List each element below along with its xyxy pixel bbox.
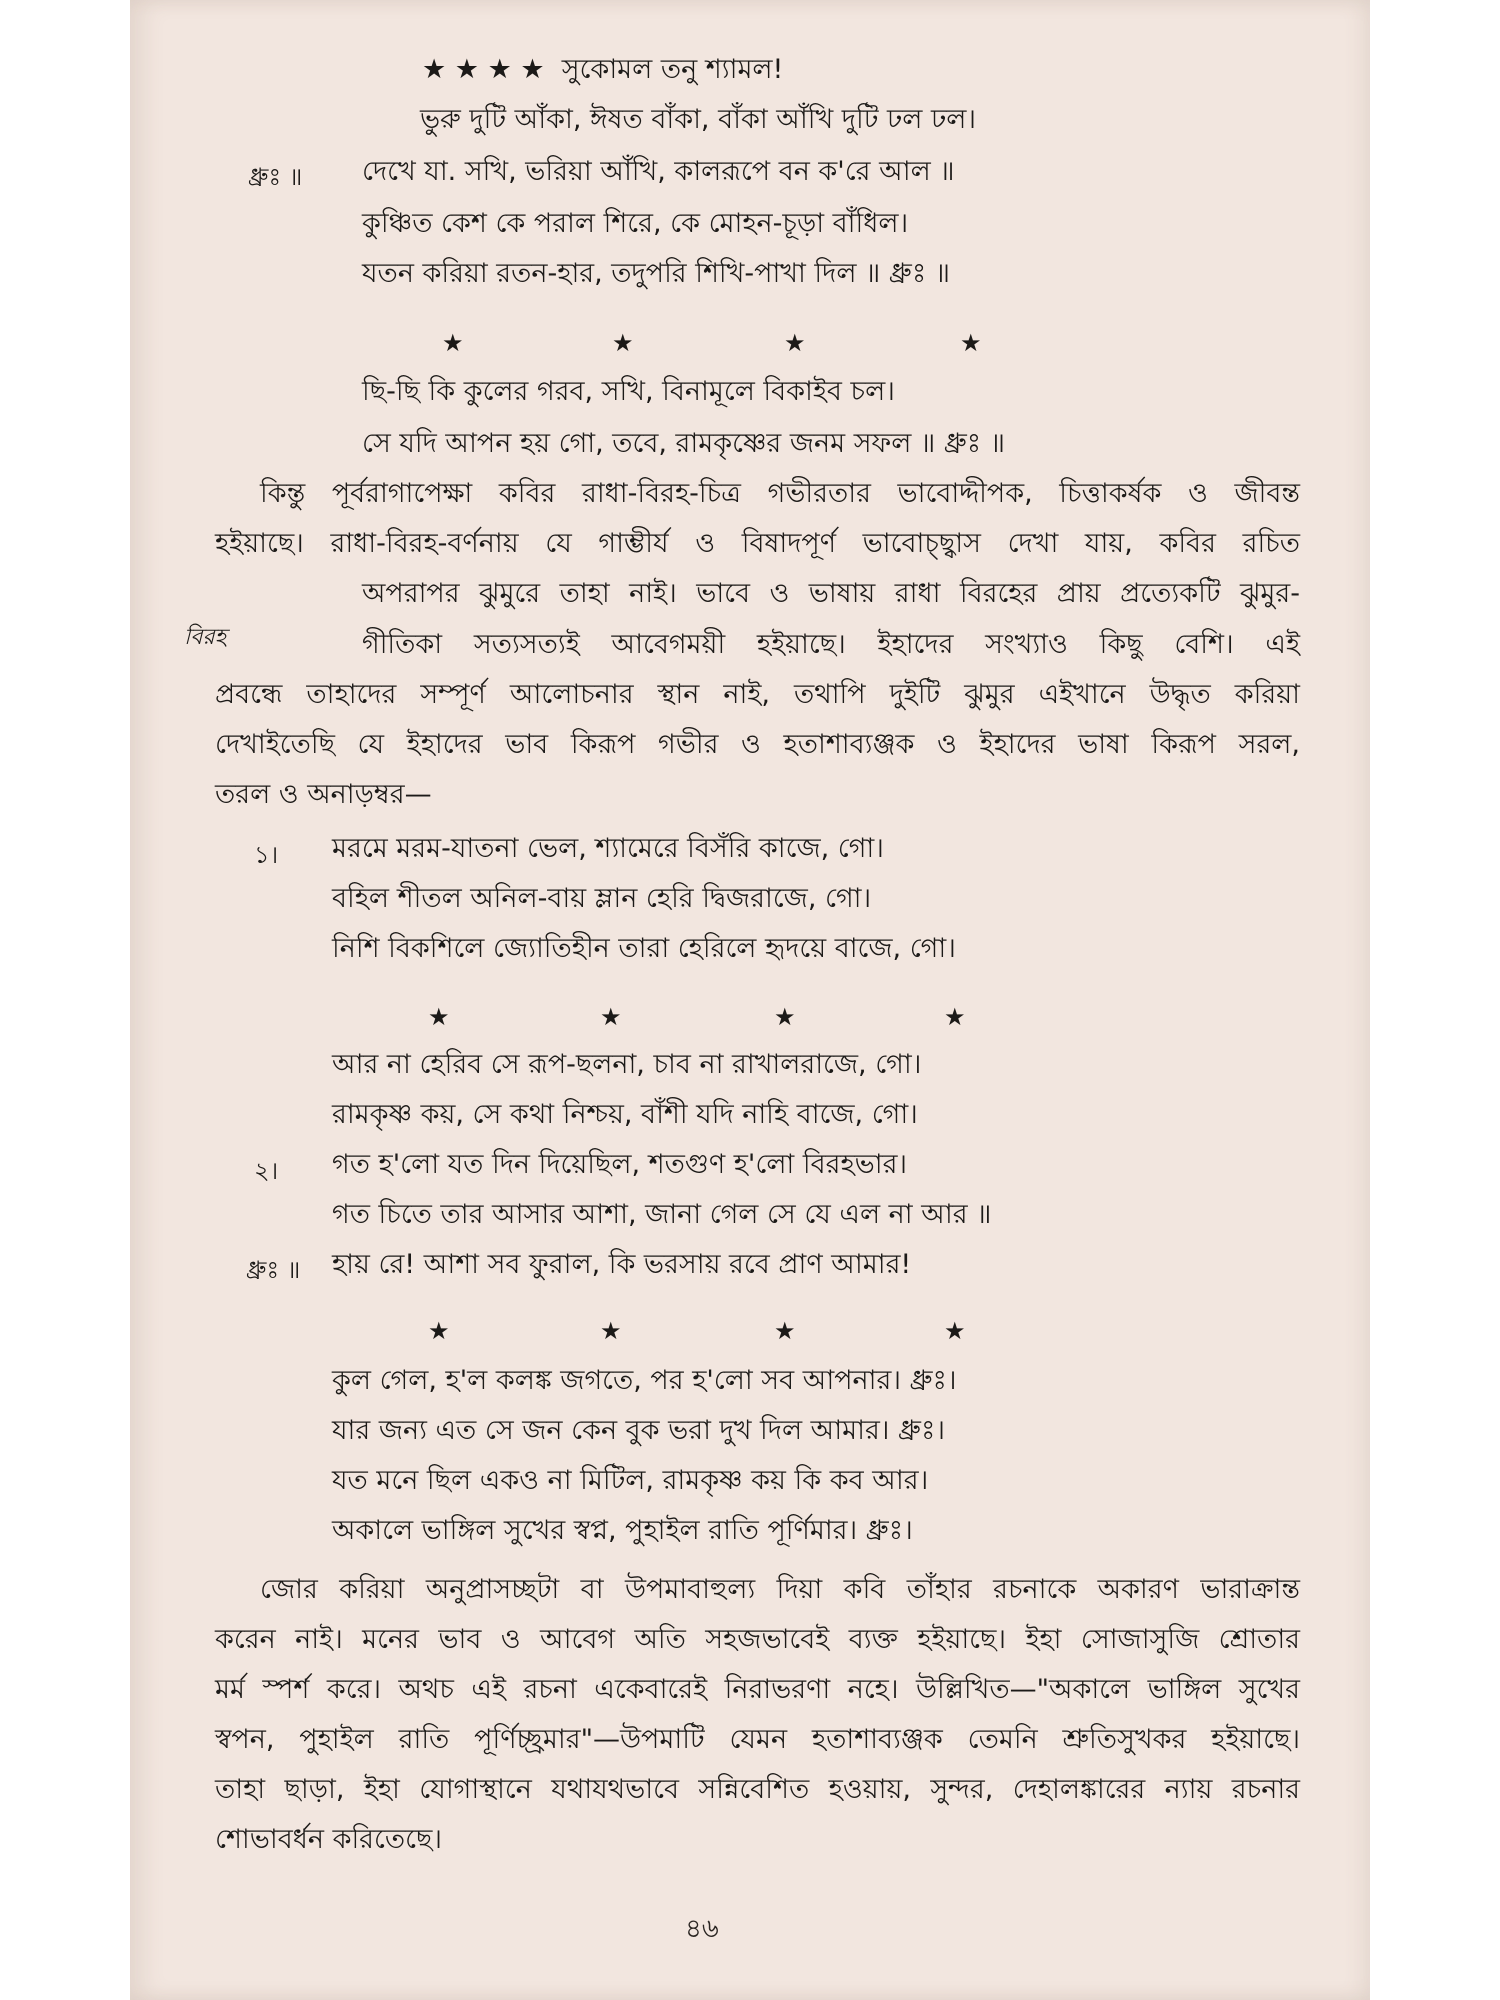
star-mark: ★ bbox=[784, 329, 806, 357]
star-mark: ★ bbox=[442, 329, 464, 357]
star-mark: ★ bbox=[774, 1317, 796, 1345]
page-number: ৪৬ bbox=[685, 1914, 719, 1944]
poem1-line3: দেখে যা. সখি, ভরিয়া আঁখি, কালরূপে বন ক'রে আল ॥ bbox=[362, 156, 955, 187]
prose1-line5: প্রবন্ধে তাহাদের সম্পূর্ণ আলোচনার স্থান নাই, তথাপি দুইটি ঝুমুর এইখানে উদ্ধৃত করিয়া bbox=[215, 679, 1300, 710]
poem3-line2: গত চিতে তার আসার আশা, জানা গেল সে যে এল না আর ॥ bbox=[332, 1199, 992, 1230]
prose2-line4: স্বপন, পুহাইল রাতি পূর্ণিচ্ছ্রমার"—উপমাটি যেমন হতাশাব্যঞ্জক তেমনি শ্রুতিসুখকর হইয়াছে। bbox=[215, 1724, 1300, 1755]
prose1-line2: হইয়াছে। রাধা-বিরহ-বর্ণনায় যে গাম্ভীর্য ও বিষাদপূর্ণ ভাবোচ্ছ্বাস দেখা যায়, কবির রচিত bbox=[215, 528, 1300, 559]
star-mark: ★ bbox=[612, 329, 634, 357]
poem3-number: ২। bbox=[254, 1157, 279, 1185]
poem2-line2: বহিল শীতল অনিল-বায় ম্লান হেরি দ্বিজরাজে, গো। bbox=[332, 883, 872, 914]
book-page bbox=[130, 0, 1370, 2000]
poem1-line2: ভুরু দুটি আঁকা, ঈষত বাঁকা, বাঁকা আঁখি দুটি ঢল ঢল। bbox=[420, 104, 977, 135]
poem3-line1: গত হ'লো যত দিন দিয়েছিল, শতগুণ হ'লো বিরহভার। bbox=[332, 1149, 908, 1180]
poem1-line6: ছি-ছি কি কুলের গরব, সখি, বিনামূলে বিকাইব চল। bbox=[362, 376, 895, 407]
poem2-line3: নিশি বিকশিলে জ্যোতিহীন তারা হেরিলে হৃদয়ে বাজে, গো। bbox=[332, 933, 956, 964]
prose2-line2: করেন নাই। মনের ভাব ও আবেগ অতি সহজভাবেই ব্যক্ত হইয়াছে। ইহা সোজাসুজি শ্রোতার bbox=[215, 1624, 1300, 1655]
poem2-line4: আর না হেরিব সে রূপ-ছলনা, চাব না রাখালরাজে, গো। bbox=[332, 1049, 922, 1080]
poem1-line5: যতন করিয়া রতন-হার, তদুপরি শিখি-পাখা দিল ॥ ধ্রুঃ ॥ bbox=[362, 258, 951, 289]
prose1-line3: অপরাপর ঝুমুরে তাহা নাই। ভাবে ও ভাষায় রাধা বিরহের প্রায় প্রত্যেকটি ঝুমুর- bbox=[362, 578, 1300, 609]
star-mark: ★ bbox=[774, 1003, 796, 1031]
prose2-line5: তাহা ছাড়া, ইহা যোগাস্থানে যথাযথভাবে সন্নিবেশিত হওয়ায়, সুন্দর, দেহালঙ্কারের ন্যায় রচনার bbox=[215, 1774, 1300, 1805]
star-mark: ★ bbox=[600, 1003, 622, 1031]
poem3-line3: হায় রে! আশা সব ফুরাল, কি ভরসায় রবে প্রাণ আমার! bbox=[332, 1249, 912, 1280]
poem3-line4: কুল গেল, হ'ল কলঙ্ক জগতে, পর হ'লো সব আপনার। ধ্রুঃ। bbox=[332, 1365, 957, 1396]
star-mark: ★ bbox=[944, 1003, 966, 1031]
poem3-refrain-label: ধ্রুঃ ॥ bbox=[246, 1256, 301, 1284]
poem1-refrain-label: ধ্রুঃ ॥ bbox=[248, 163, 303, 191]
star-mark: ★ bbox=[428, 1003, 450, 1031]
poem1-star-row: ★ ★ ★ ★ bbox=[422, 54, 545, 85]
poem1-title-text: সুকোমল তনু শ্যামল! bbox=[561, 54, 784, 85]
poem3-line5: যার জন্য এত সে জন কেন বুক ভরা দুখ দিল আমার। ধ্রুঃ। bbox=[332, 1415, 946, 1446]
poem3-line7: অকালে ভাঙ্গিল সুখের স্বপ্ন, পুহাইল রাতি পূর্ণিমার। ধ্রুঃ। bbox=[332, 1515, 913, 1546]
poem2-line5: রামকৃষ্ণ কয়, সে কথা নিশ্চয়, বাঁশী যদি নাহি বাজে, গো। bbox=[332, 1099, 918, 1130]
prose2-line1: জোর করিয়া অনুপ্রাসচ্ছটা বা উপমাবাহুল্য দিয়া কবি তাঁহার রচনাকে অকারণ ভারাক্রান্ত bbox=[260, 1574, 1300, 1605]
poem2-number: ১। bbox=[254, 841, 279, 869]
poem1-line7: সে যদি আপন হয় গো, তবে, রামকৃষ্ণের জনম সফল ॥ ধ্রুঃ ॥ bbox=[362, 428, 1006, 459]
star-mark: ★ bbox=[600, 1317, 622, 1345]
poem2-line1: মরমে মরম-যাতনা ভেল, শ্যামেরে বিসঁরি কাজে, গো। bbox=[332, 833, 884, 864]
prose1-line1: কিন্তু পূর্বরাগাপেক্ষা কবির রাধা-বিরহ-চিত্র গভীরতার ভাবোদ্দীপক, চিত্তাকর্ষক ও জীবন্ত bbox=[260, 478, 1300, 509]
star-mark: ★ bbox=[428, 1317, 450, 1345]
poem3-line6: যত মনে ছিল একও না মিটিল, রামকৃষ্ণ কয় কি কব আর। bbox=[332, 1465, 929, 1496]
margin-note: বিরহ bbox=[184, 625, 227, 650]
poem1-line1 bbox=[422, 53, 783, 87]
prose1-line4: গীতিকা সত্যসত্যই আবেগময়ী হইয়াছে। ইহাদের সংখ্যাও কিছু বেশি। এই bbox=[362, 629, 1300, 660]
poem1-line4: কুঞ্চিত কেশ কে পরাল শিরে, কে মোহন-চূড়া বাঁধিল। bbox=[362, 208, 909, 239]
star-mark: ★ bbox=[944, 1317, 966, 1345]
star-mark: ★ bbox=[960, 329, 982, 357]
prose2-line3: মর্ম স্পর্শ করে। অথচ এই রচনা একেবারেই নিরাভরণা নহে। উল্লিখিত—"অকালে ভাঙ্গিল সুখের bbox=[215, 1674, 1300, 1705]
prose1-line7: তরল ও অনাড়ম্বর— bbox=[215, 779, 432, 810]
prose1-line6: দেখাইতেছি যে ইহাদের ভাব কিরূপ গভীর ও হতাশাব্যঞ্জক ও ইহাদের ভাষা কিরূপ সরল, bbox=[215, 729, 1300, 760]
prose2-line6: শোভাবর্ধন করিতেছে। bbox=[215, 1824, 443, 1855]
